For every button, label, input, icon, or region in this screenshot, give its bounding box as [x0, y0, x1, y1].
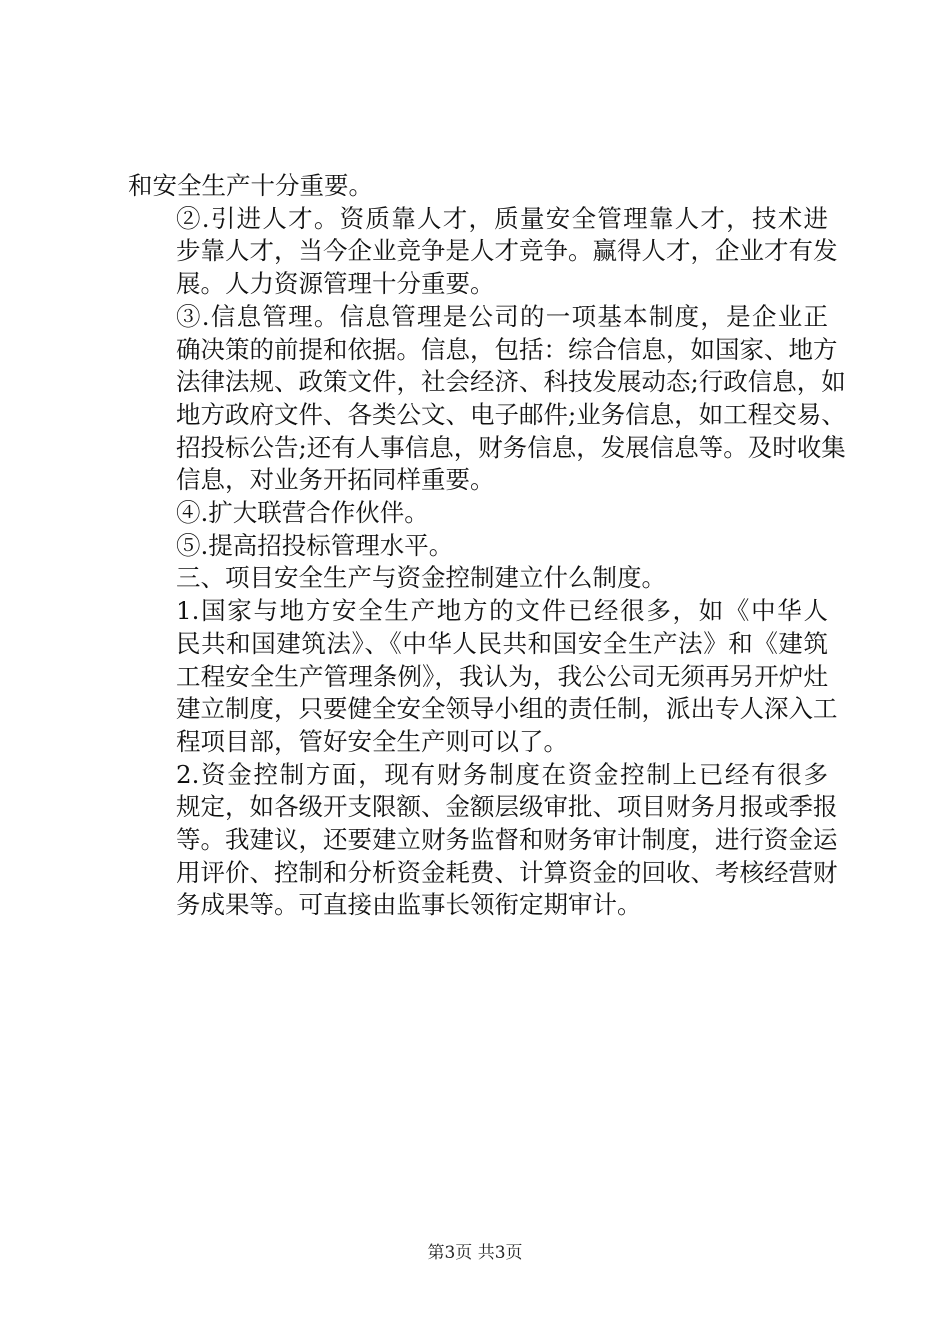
- text-line: 确决策的前提和依据。信息，包括：综合信息，如国家、地方: [176, 334, 838, 364]
- text-line: 民共和国建筑法》、《中华人民共和国安全生产法》和《建筑: [176, 628, 828, 658]
- paragraph: [128, 530, 828, 563]
- page-number: 第3页 共3页: [427, 1243, 523, 1263]
- text-line: 三、项目安全生产与资金控制建立什么制度。: [176, 563, 666, 593]
- text-line: 1.国家与地方安全生产地方的文件已经很多，如《中华人: [176, 596, 828, 626]
- paragraph: [128, 170, 828, 203]
- text-line: 法律法规、政策文件，社会经济、科技发展动态;行政信息，如: [176, 367, 846, 397]
- text-line: 务成果等。可直接由监事长领衔定期审计。: [176, 890, 642, 920]
- paragraph: [128, 203, 838, 301]
- text-line: 工程安全生产管理条例》，我认为，我公公司无须再另开炉灶: [176, 661, 828, 691]
- text-line: 2.资金控制方面，现有财务制度在资金控制上已经有很多: [176, 759, 828, 789]
- page-footer: [0, 1242, 950, 1264]
- paragraph: [128, 301, 846, 497]
- text-line: ②.引进人才。资质靠人才，质量安全管理靠人才，技术进: [176, 203, 828, 233]
- text-line: 和安全生产十分重要。: [128, 171, 373, 200]
- text-line: 信息，对业务开拓同样重要。: [176, 465, 495, 495]
- text-line: 用评价、控制和分析资金耗费、计算资金的回收、考核经营财: [176, 857, 838, 887]
- text-line: ④.扩大联营合作伙伴。: [176, 498, 429, 528]
- paragraph: [128, 759, 838, 923]
- section-heading: [128, 562, 828, 595]
- text-line: ③.信息管理。信息管理是公司的一项基本制度，是企业正: [176, 301, 828, 331]
- paragraph: [128, 497, 828, 530]
- text-line: 展。人力资源管理十分重要。: [176, 269, 495, 299]
- text-line: 建立制度，只要健全安全领导小组的责任制，派出专人深入工: [176, 694, 838, 724]
- text-line: 规定，如各级开支限额、金额层级审批、项目财务月报或季报: [176, 792, 838, 822]
- text-line: 地方政府文件、各类公文、电子邮件;业务信息，如工程交易、: [176, 399, 846, 429]
- text-line: ⑤.提高招投标管理水平。: [176, 530, 454, 560]
- text-line: 步靠人才，当今企业竞争是人才竞争。赢得人才，企业才有发: [176, 236, 838, 266]
- paragraph: [128, 595, 838, 759]
- document-body: [128, 170, 846, 922]
- text-line: 等。我建议，还要建立财务监督和财务审计制度，进行资金运: [176, 825, 838, 855]
- text-line: 程项目部，管好安全生产则可以了。: [176, 726, 568, 756]
- text-line: 招投标公告;还有人事信息，财务信息，发展信息等。及时收集: [176, 432, 846, 462]
